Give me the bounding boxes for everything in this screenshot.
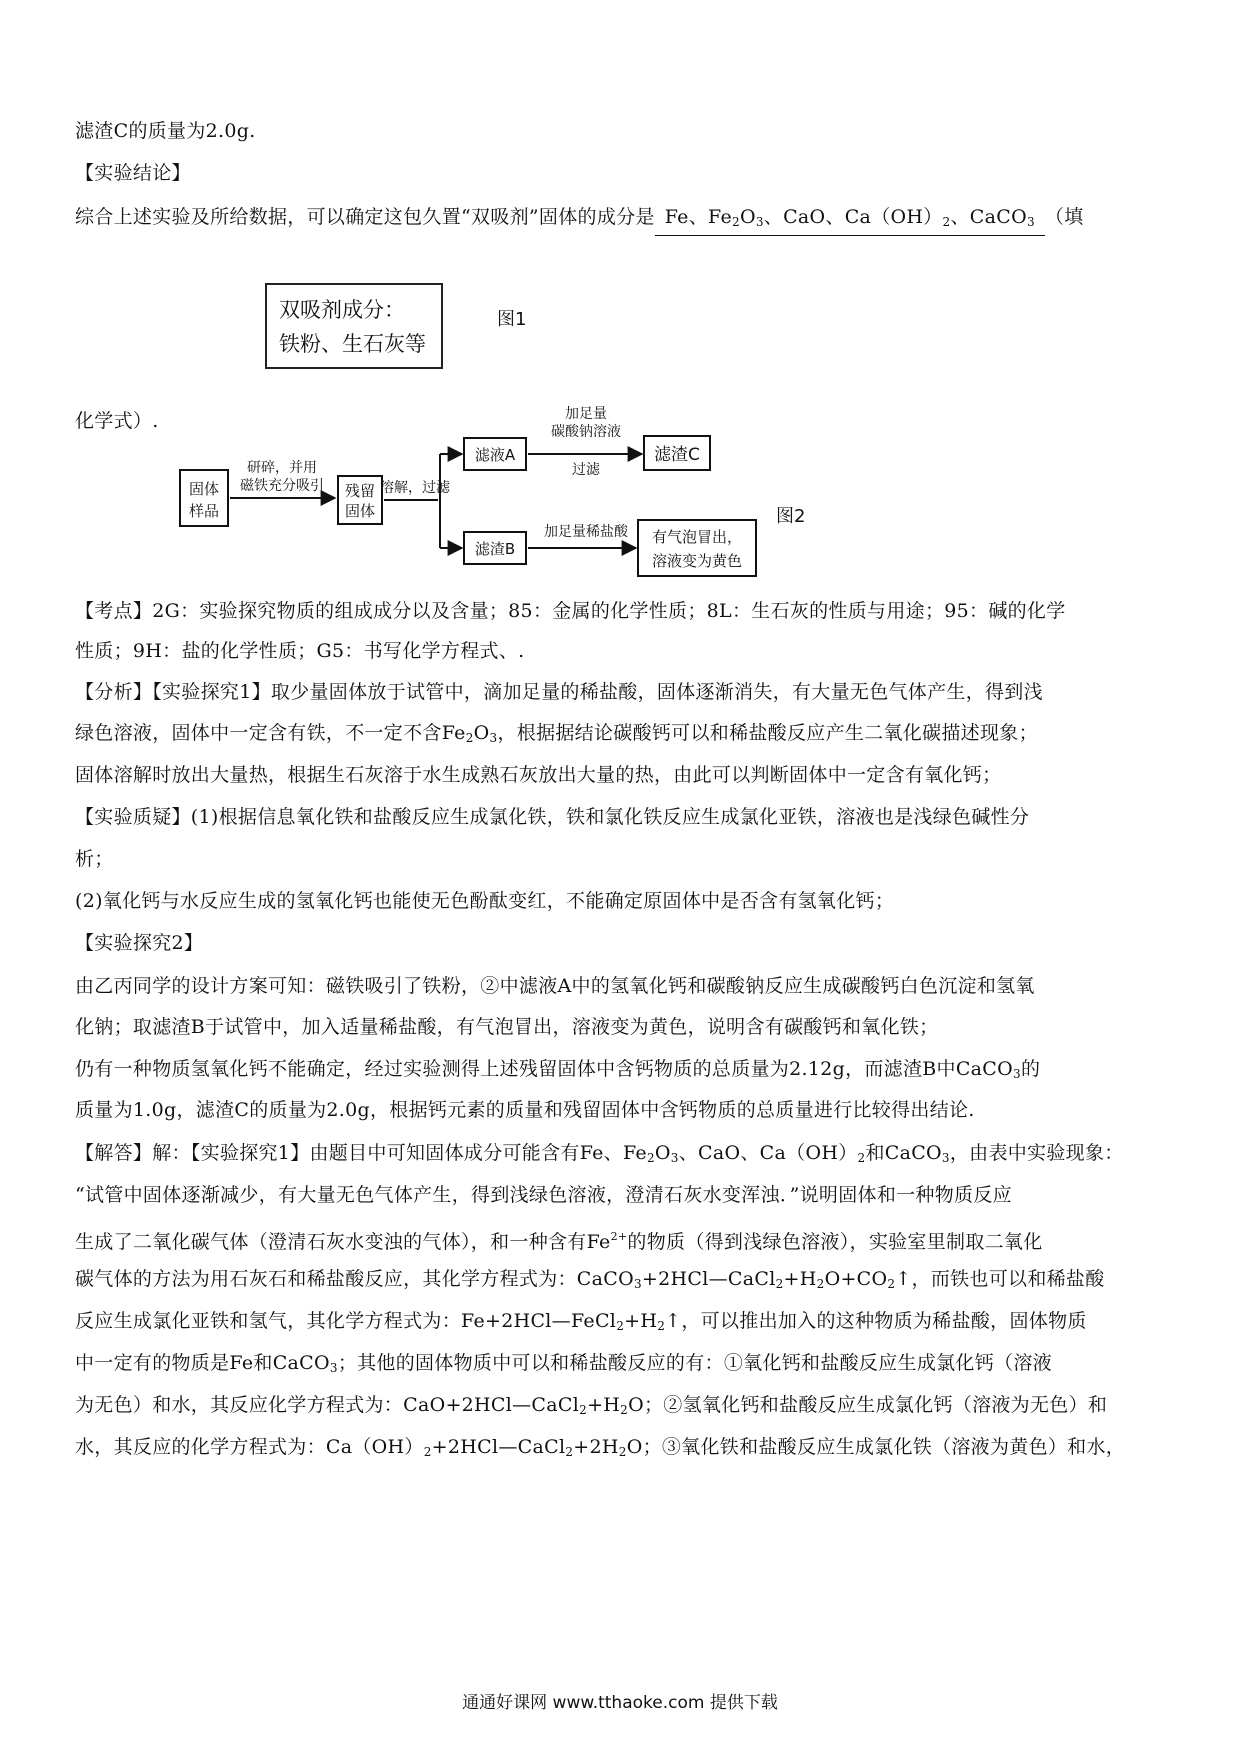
text-line: 绿色溶液，固体中一定含有铁，不一定不含$Fe_2O_3$，根据据结论碳酸钙可以和稀盐酸反应产生二氧化碳描述现象； [75,722,1038,745]
residue-label-2: 固体 [344,502,376,520]
page-footer: 通通好课网 www.tthaoke.com 提供下载 [462,1693,778,1713]
filtrate-a-label: 滤液A [474,446,516,464]
text-line: 固体溶解时放出大量热，根据生石灰溶于水生成熟石灰放出大量的热，由此可以判断固体中一定含有氧化钙； [75,764,1002,786]
section-heading: 【实验探究2】 [75,932,204,954]
text-line: 【分析】【实验探究1】取少量固体放于试管中，滴加足量的稀盐酸，固体逐渐消失，有大量无色气体产生，得到浅 [75,681,1043,703]
text-line: 生成了二氧化碳气体（澄清石灰水变浊的气体），和一种含有$Fe^{2+}$的物质（得到浅绿色溶液），实验室里制取二氧化 [75,1230,1043,1253]
result-label-1: 有气泡冒出， [651,528,743,546]
text-line: 水，其反应的化学方程式为：$Ca(OH)_2+2HCl—CaCl_2+2H_2O$；③氧化铁和盐酸反应生成氯化铁（溶液为黄色）和水， [75,1436,1126,1459]
text-line: 化学式）. [75,410,159,432]
result-label-2: 溶液变为黄色 [651,552,743,570]
figure2-label: 图2 [776,506,806,527]
text-line: 中一定有的物质是Fe和CaCO$_3$；其他的固体物质中可以和稀盐酸反应的有：①氧化钙和盐酸反应生成氯化钙（溶液 [75,1352,1052,1375]
sample-label-1: 固体 [188,480,220,498]
arrow3-label-2: 碳酸钠溶液 [551,424,621,440]
answer-blank: Fe、$Fe_2O_3$、CaO、$Ca(OH)_2$、CaCO$_3$ [655,204,1045,236]
text-line: “试管中固体逐渐减少，有大量无色气体产生，得到浅绿色溶液，澄清石灰水变浑浊．”说明固体和一种物质反应 [75,1184,1012,1206]
text-line: 性质；9H：盐的化学性质；G5：书写化学方程式、. [75,640,525,662]
text-line: 为无色）和水，其反应化学方程式为：$CaO+2HCl—CaCl_2+H_2O$；②氢氧化钙和盐酸反应生成氯化钙（溶液为无色）和 [75,1394,1108,1417]
residue-label-1: 残留 [344,482,376,500]
arrow1-label-1: 研碎，并用 [247,460,317,476]
text-line: 【实验质疑】(1)根据信息氧化铁和盐酸反应生成氯化铁，铁和氯化铁反应生成氯化亚铁，溶液也是浅绿色碱性分 [75,806,1030,828]
figure1-label: 图1 [497,309,527,330]
figure1-line1: 双吸剂成分： [279,298,405,322]
text-line: 综合上述实验及所给数据，可以确定这包久置“双吸剂”固体的成分是 Fe、$Fe_2O_3$、CaO、$Ca(OH)_2$、CaCO$_3$ （填 [75,204,1170,236]
text-line: 反应生成氯化亚铁和氢气，其化学方程式为：$Fe+2HCl—FeCl_2+H_2↑$，可以推出加入的这种物质为稀盐酸，固体物质 [75,1310,1087,1333]
text-line: 【考点】2G：实验探究物质的组成成分以及含量；85：金属的化学性质；8L：生石灰的性质与用途；95：碱的化学 [75,600,1066,622]
arrow2-label: 溶解，过滤 [380,480,450,496]
text-line: 【解答】解：【实验探究1】由题目中可知固体成分可能含有Fe、$Fe_2O_3$、CaO、$Ca(OH)_2$和CaCO$_3$，由表中实验现象： [75,1142,1124,1165]
text-line: 质量为1.0g，滤渣C的质量为2.0g，根据钙元素的质量和残留固体中含钙物质的总质量进行比较得出结论. [75,1099,975,1121]
arrow4-label: 加足量稀盐酸 [544,524,628,540]
text-line: 仍有一种物质氢氧化钙不能确定，经过实验测得上述残留固体中含钙物质的总质量为2.12g，而滤渣B中CaCO$_3$的 [75,1058,1041,1081]
sample-label-2: 样品 [188,502,220,520]
residue-c-label: 滤渣C [654,445,700,465]
text-line: (2)氧化钙与水反应生成的氢氧化钙也能使无色酚酞变红，不能确定原固体中是否含有氢氧化钙； [75,890,895,912]
flowchart-diagram [170,406,890,580]
text-line: 析； [75,848,114,870]
text-line: 碳气体的方法为用石灰石和稀盐酸反应，其化学方程式为：$CaCO_3+2HCl—CaCl_2+H_2O+CO_2↑$，而铁也可以和稀盐酸 [75,1268,1105,1291]
section-heading: 【实验结论】 [75,162,191,184]
arrow3-label-1: 加足量 [565,406,607,422]
figure1-box [265,283,443,369]
text-line: 化钠；取滤渣B于试管中，加入适量稀盐酸，有气泡冒出，溶液变为黄色，说明含有碳酸钙和氧化铁； [75,1016,939,1038]
text-line: 滤渣C的质量为2.0g. [75,120,256,142]
arrow1-label-2: 磁铁充分吸引 [240,478,324,494]
residue-b-label: 滤渣B [474,540,516,558]
figure1-line2: 铁粉、生石灰等 [279,332,426,356]
arrow3-label-3: 过滤 [572,462,600,478]
text-line: 由乙丙同学的设计方案可知：磁铁吸引了铁粉，②中滤液A中的氢氧化钙和碳酸钠反应生成碳酸钙白色沉淀和氢氧 [75,975,1035,997]
